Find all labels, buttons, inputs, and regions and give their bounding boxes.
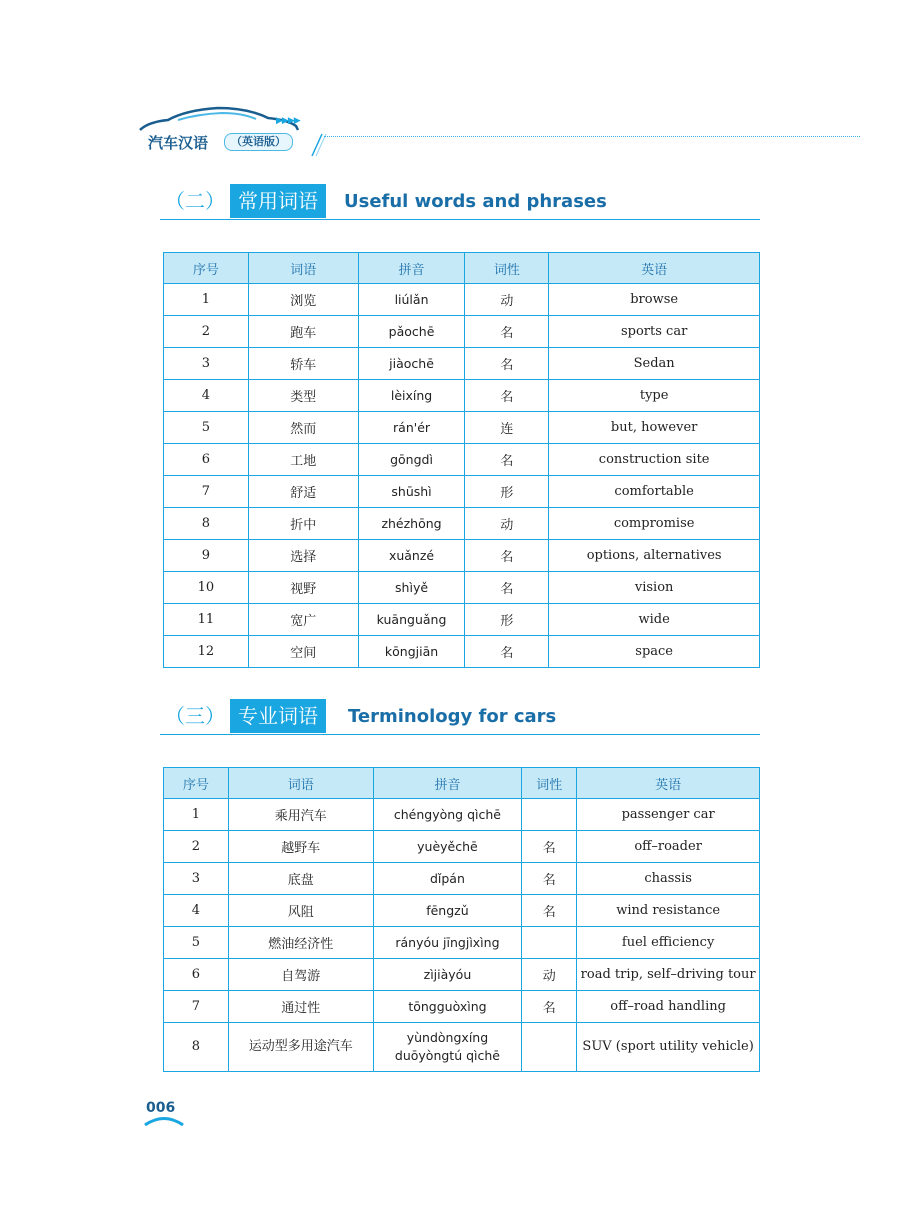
pos-cell	[522, 927, 577, 959]
word-cell: 燃油经济性	[228, 927, 373, 959]
section-title-en: Terminology for cars	[348, 706, 557, 727]
table-row	[164, 508, 760, 540]
pos-cell: 名	[465, 348, 549, 380]
pinyin-cell: kuānguǎng	[358, 604, 465, 636]
english-cell: vision	[549, 572, 760, 604]
word-cell: 类型	[248, 380, 358, 412]
word-cell: 然而	[248, 412, 358, 444]
table-row	[164, 476, 760, 508]
english-cell: fuel efficiency	[577, 927, 760, 959]
pos-cell: 名	[522, 991, 577, 1023]
pos-cell: 名	[465, 380, 549, 412]
pos-cell: 动	[522, 959, 577, 991]
word-cell: 空间	[248, 636, 358, 668]
pinyin-cell: kōngjiān	[358, 636, 465, 668]
pos-cell: 名	[465, 636, 549, 668]
index-cell: 6	[164, 959, 229, 991]
section-number: （二）	[165, 189, 225, 213]
pos-cell: 名	[465, 316, 549, 348]
pos-cell	[522, 1023, 577, 1072]
english-cell: road trip, self–driving tour	[577, 959, 760, 991]
table-row	[164, 444, 760, 476]
col-header-english: 英语	[577, 768, 760, 799]
col-header-word: 词语	[248, 253, 358, 284]
pos-cell: 动	[465, 508, 549, 540]
page-number: 006	[146, 1100, 176, 1116]
word-cell: 运动型多用途汽车	[228, 1023, 373, 1072]
table-row	[164, 572, 760, 604]
word-cell: 自驾游	[228, 959, 373, 991]
index-cell: 5	[164, 412, 249, 444]
pinyin-cell: lèixíng	[358, 380, 465, 412]
english-cell: chassis	[577, 863, 760, 895]
edition-badge: （英语版）	[224, 133, 293, 151]
section-heading-useful-words	[160, 184, 760, 224]
pinyin-cell: rán'ér	[358, 412, 465, 444]
pinyin-cell: pǎochē	[358, 316, 465, 348]
table-row	[164, 831, 760, 863]
index-cell: 8	[164, 508, 249, 540]
word-cell: 通过性	[228, 991, 373, 1023]
table-row	[164, 927, 760, 959]
table-row	[164, 540, 760, 572]
table-row	[164, 284, 760, 316]
word-cell: 视野	[248, 572, 358, 604]
word-cell: 跑车	[248, 316, 358, 348]
col-header-pos: 词性	[465, 253, 549, 284]
table-row	[164, 380, 760, 412]
index-cell: 4	[164, 895, 229, 927]
table-row	[164, 991, 760, 1023]
table-row	[164, 799, 760, 831]
terminology-table	[163, 767, 760, 1072]
english-cell: wind resistance	[577, 895, 760, 927]
index-cell: 8	[164, 1023, 229, 1072]
pos-cell: 名	[522, 863, 577, 895]
index-cell: 6	[164, 444, 249, 476]
table-row	[164, 895, 760, 927]
book-title: 汽车汉语	[148, 134, 209, 152]
section-title-zh: 专业词语	[230, 699, 326, 733]
word-cell: 舒适	[248, 476, 358, 508]
pinyin-cell: yuèyěchē	[373, 831, 522, 863]
pos-cell: 连	[465, 412, 549, 444]
col-header-index: 序号	[164, 768, 229, 799]
section-number: （三）	[165, 704, 225, 728]
pos-cell: 名	[465, 572, 549, 604]
col-header-english: 英语	[549, 253, 760, 284]
pinyin-cell: tōngguòxìng	[373, 991, 522, 1023]
english-cell: off–road handling	[577, 991, 760, 1023]
pinyin-cell: jiàochē	[358, 348, 465, 380]
index-cell: 10	[164, 572, 249, 604]
index-cell: 2	[164, 316, 249, 348]
table-row	[164, 1023, 760, 1072]
section-heading-terminology	[160, 699, 760, 739]
section-title-zh: 常用词语	[230, 184, 326, 218]
section-rule	[160, 219, 760, 220]
word-cell: 越野车	[228, 831, 373, 863]
pos-cell: 动	[465, 284, 549, 316]
english-cell: space	[549, 636, 760, 668]
english-cell: construction site	[549, 444, 760, 476]
index-cell: 9	[164, 540, 249, 572]
english-cell: SUV (sport utility vehicle)	[577, 1023, 760, 1072]
pos-cell: 名	[465, 444, 549, 476]
word-cell: 宽广	[248, 604, 358, 636]
pos-cell: 形	[465, 476, 549, 508]
pinyin-cell: shìyě	[358, 572, 465, 604]
pos-cell: 名	[465, 540, 549, 572]
table-row	[164, 636, 760, 668]
index-cell: 2	[164, 831, 229, 863]
word-cell: 选择	[248, 540, 358, 572]
english-cell: passenger car	[577, 799, 760, 831]
col-header-pinyin: 拼音	[358, 253, 465, 284]
pinyin-cell: dǐpán	[373, 863, 522, 895]
header-dotted-rule	[324, 136, 860, 137]
table-row	[164, 863, 760, 895]
pos-cell: 名	[522, 831, 577, 863]
pinyin-cell: zìjiàyóu	[373, 959, 522, 991]
pinyin-cell: liúlǎn	[358, 284, 465, 316]
useful-words-table	[163, 252, 760, 668]
table-row	[164, 604, 760, 636]
page-swoosh-icon	[144, 1114, 184, 1126]
index-cell: 1	[164, 284, 249, 316]
english-cell: comfortable	[549, 476, 760, 508]
table-header-row	[164, 768, 760, 799]
index-cell: 12	[164, 636, 249, 668]
col-header-pos: 词性	[522, 768, 577, 799]
index-cell: 11	[164, 604, 249, 636]
table-row	[164, 348, 760, 380]
table-row	[164, 959, 760, 991]
english-cell: but, however	[549, 412, 760, 444]
word-cell: 底盘	[228, 863, 373, 895]
english-cell: wide	[549, 604, 760, 636]
pos-cell: 形	[465, 604, 549, 636]
index-cell: 7	[164, 991, 229, 1023]
pinyin-cell: zhézhōng	[358, 508, 465, 540]
english-cell: off–roader	[577, 831, 760, 863]
section-rule	[160, 734, 760, 735]
section-title-en: Useful words and phrases	[344, 191, 607, 212]
pinyin-cell: shūshì	[358, 476, 465, 508]
col-header-pinyin: 拼音	[373, 768, 522, 799]
english-cell: compromise	[549, 508, 760, 540]
table-row	[164, 412, 760, 444]
pinyin-cell: chéngyòng qìchē	[373, 799, 522, 831]
index-cell: 5	[164, 927, 229, 959]
english-cell: type	[549, 380, 760, 412]
english-cell: sports car	[549, 316, 760, 348]
pos-cell	[522, 799, 577, 831]
col-header-index: 序号	[164, 253, 249, 284]
table-header-row	[164, 253, 760, 284]
word-cell: 乘用汽车	[228, 799, 373, 831]
english-cell: options, alternatives	[549, 540, 760, 572]
index-cell: 7	[164, 476, 249, 508]
pos-cell: 名	[522, 895, 577, 927]
word-cell: 轿车	[248, 348, 358, 380]
index-cell: 4	[164, 380, 249, 412]
pinyin-cell: fēngzǔ	[373, 895, 522, 927]
word-cell: 风阻	[228, 895, 373, 927]
word-cell: 浏览	[248, 284, 358, 316]
pinyin-cell: yùndòngxíng duōyòngtú qìchē	[373, 1023, 522, 1072]
running-header	[138, 104, 862, 160]
english-cell: Sedan	[549, 348, 760, 380]
index-cell: 1	[164, 799, 229, 831]
table-row	[164, 316, 760, 348]
pinyin-cell: gōngdì	[358, 444, 465, 476]
index-cell: 3	[164, 863, 229, 895]
arrow-chevrons-icon: ▶▶▶▶	[276, 116, 300, 126]
pinyin-cell: xuǎnzé	[358, 540, 465, 572]
english-cell: browse	[549, 284, 760, 316]
col-header-word: 词语	[228, 768, 373, 799]
index-cell: 3	[164, 348, 249, 380]
pinyin-cell: rányóu jīngjìxìng	[373, 927, 522, 959]
word-cell: 折中	[248, 508, 358, 540]
word-cell: 工地	[248, 444, 358, 476]
